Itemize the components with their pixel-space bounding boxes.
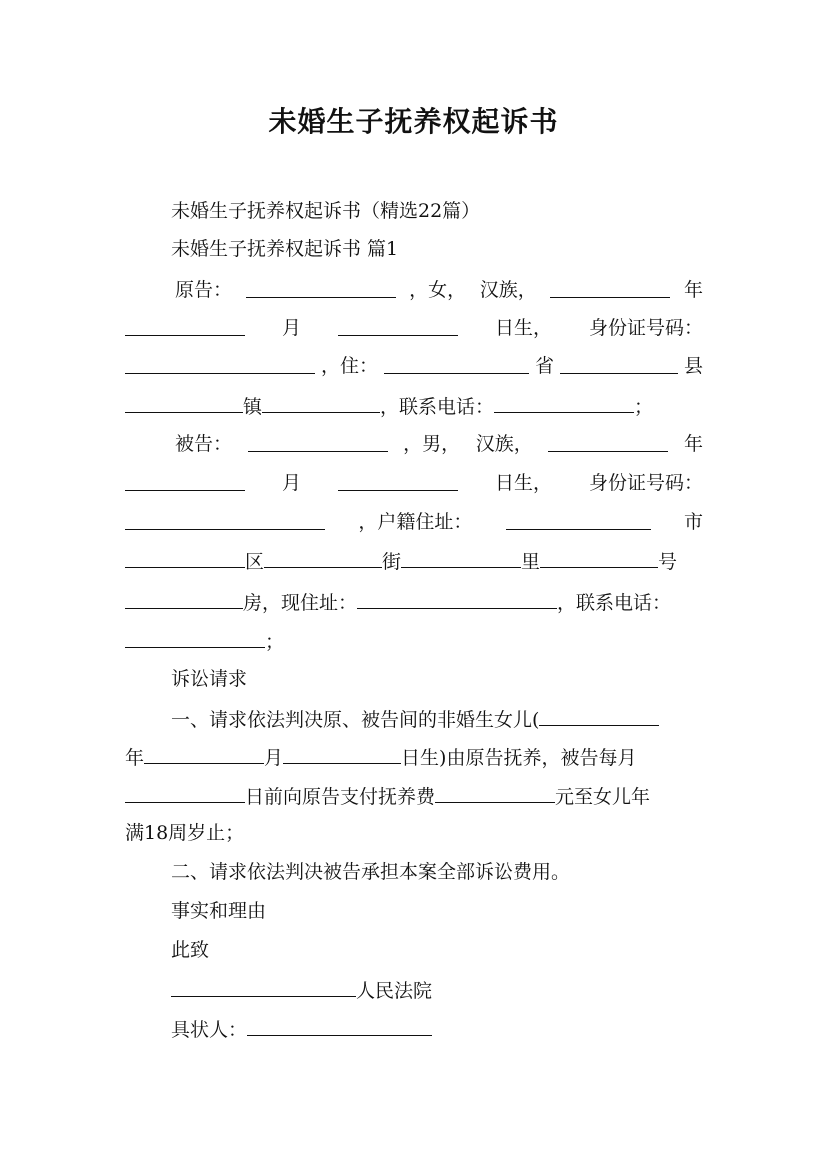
defendant-city-label: 市: [683, 511, 703, 533]
defendant-year-label: 年: [683, 433, 703, 455]
defendant-year-blank: [548, 429, 668, 452]
defendant-number-label: 号: [658, 551, 678, 573]
signer-label: 具状人：: [171, 1019, 248, 1041]
defendant-id-blank: [125, 507, 325, 530]
plaintiff-sex: ，女，: [409, 279, 467, 301]
defendant-address-blank: [357, 586, 557, 609]
plaintiff-province-blank: [384, 351, 529, 374]
plaintiff-year-label: 年: [683, 279, 703, 301]
defendant-day-label: 日生，: [494, 472, 552, 494]
defendant-ethnicity: 汉族，: [475, 433, 533, 455]
plaintiff-ethnicity: 汉族，: [479, 279, 537, 301]
plaintiff-county-label: 县: [683, 355, 703, 377]
defendant-city-blank: [125, 545, 245, 568]
signer-blank: [247, 1013, 432, 1036]
plaintiff-year-blank: [550, 275, 670, 298]
claim-1-text-a: 一、请求依法判决原、被告间的非婚生女儿(: [171, 709, 540, 731]
defendant-li-blank: [540, 545, 658, 568]
facts-heading: 事实和理由: [171, 900, 267, 922]
plaintiff-label: 原告：: [175, 279, 233, 301]
plaintiff-month-label: 月: [281, 317, 301, 339]
plaintiff-name-blank: [246, 275, 396, 298]
defendant-district-label: 区: [245, 551, 265, 573]
defendant-phone-label: ，联系电话：: [557, 592, 672, 614]
defendant-line-1: [125, 429, 703, 459]
claim-1-line-4: 满18周岁止；: [125, 822, 245, 844]
claim-1-day-blank: [283, 741, 401, 764]
document-title: 未婚生子抚养权起诉书: [268, 105, 559, 138]
plaintiff-month-blank: [125, 313, 245, 336]
closing-text: 此致: [171, 939, 210, 961]
defendant-street-label: 街: [382, 551, 402, 573]
plaintiff-live-label: ，住：: [320, 355, 378, 377]
claim-1-year-label: 年: [125, 747, 145, 769]
signer-line: [125, 1013, 703, 1045]
defendant-line-2: [125, 468, 703, 498]
defendant-name-blank: [248, 429, 388, 452]
plaintiff-county-blank: [560, 351, 678, 374]
defendant-line-3: [125, 507, 703, 537]
defendant-line-5: [125, 586, 703, 618]
plaintiff-id-label: 身份证号码：: [588, 317, 703, 339]
defendant-month-label: 月: [281, 472, 301, 494]
claim-1-month-blank: [144, 741, 264, 764]
claim-1-amount-blank: [435, 780, 555, 803]
defendant-sex: ，男，: [403, 433, 461, 455]
claim-1-text-f: 元至女儿年: [555, 786, 651, 808]
part-heading: 未婚生子抚养权起诉书 篇1: [171, 238, 399, 260]
court-label: 人民法院: [356, 980, 433, 1002]
plaintiff-end: ；: [634, 396, 654, 418]
defendant-line-4: [125, 545, 703, 577]
defendant-end: ；: [265, 631, 285, 653]
defendant-li-label: 里: [521, 551, 541, 573]
plaintiff-phone-blank: [494, 390, 634, 413]
claim-1-line-3: [125, 780, 703, 812]
defendant-street-blank: [401, 545, 521, 568]
plaintiff-id-blank: [125, 351, 315, 374]
claim-2: 二、请求依法判决被告承担本案全部诉讼费用。: [171, 861, 571, 883]
plaintiff-town2-blank: [262, 390, 380, 413]
plaintiff-line-4: [125, 390, 703, 422]
plaintiff-day-blank: [338, 313, 458, 336]
court-name-blank: [171, 974, 356, 997]
defendant-label: 被告：: [175, 433, 233, 455]
claim-1-year-blank: [539, 703, 659, 726]
claim-1-text-e: 日前向原告支付抚养费: [245, 786, 436, 808]
subtitle: 未婚生子抚养权起诉书（精选22篇）: [171, 200, 481, 222]
defendant-id-label: 身份证号码：: [588, 472, 703, 494]
plaintiff-town-label: 镇: [243, 396, 263, 418]
plaintiff-line-1: [125, 275, 703, 305]
plaintiff-town-blank: [125, 390, 243, 413]
claim-1-pay-day-blank: [125, 780, 245, 803]
defendant-line-6: [125, 625, 703, 657]
defendant-room-label: 房，现住址：: [243, 592, 358, 614]
plaintiff-line-2: [125, 313, 703, 343]
defendant-huji-blank: [506, 507, 651, 530]
defendant-phone-blank: [125, 625, 265, 648]
defendant-month-blank: [125, 468, 245, 491]
claim-1-month-label: 月: [264, 747, 284, 769]
claims-heading: 诉讼请求: [171, 668, 248, 690]
plaintiff-line-3: [125, 351, 703, 381]
defendant-room-blank: [125, 586, 243, 609]
defendant-day-blank: [338, 468, 458, 491]
court-line: [125, 974, 703, 1006]
plaintiff-province-label: 省: [534, 355, 554, 377]
claim-1-line-2: [125, 741, 703, 773]
plaintiff-day-label: 日生，: [494, 317, 552, 339]
defendant-huji-label: ，户籍住址：: [358, 511, 473, 533]
defendant-district-blank: [264, 545, 382, 568]
plaintiff-phone-label: ，联系电话：: [380, 396, 495, 418]
claim-1-line-1: [125, 703, 703, 735]
claim-1-text-d: 日生)由原告抚养，被告每月: [401, 747, 637, 769]
